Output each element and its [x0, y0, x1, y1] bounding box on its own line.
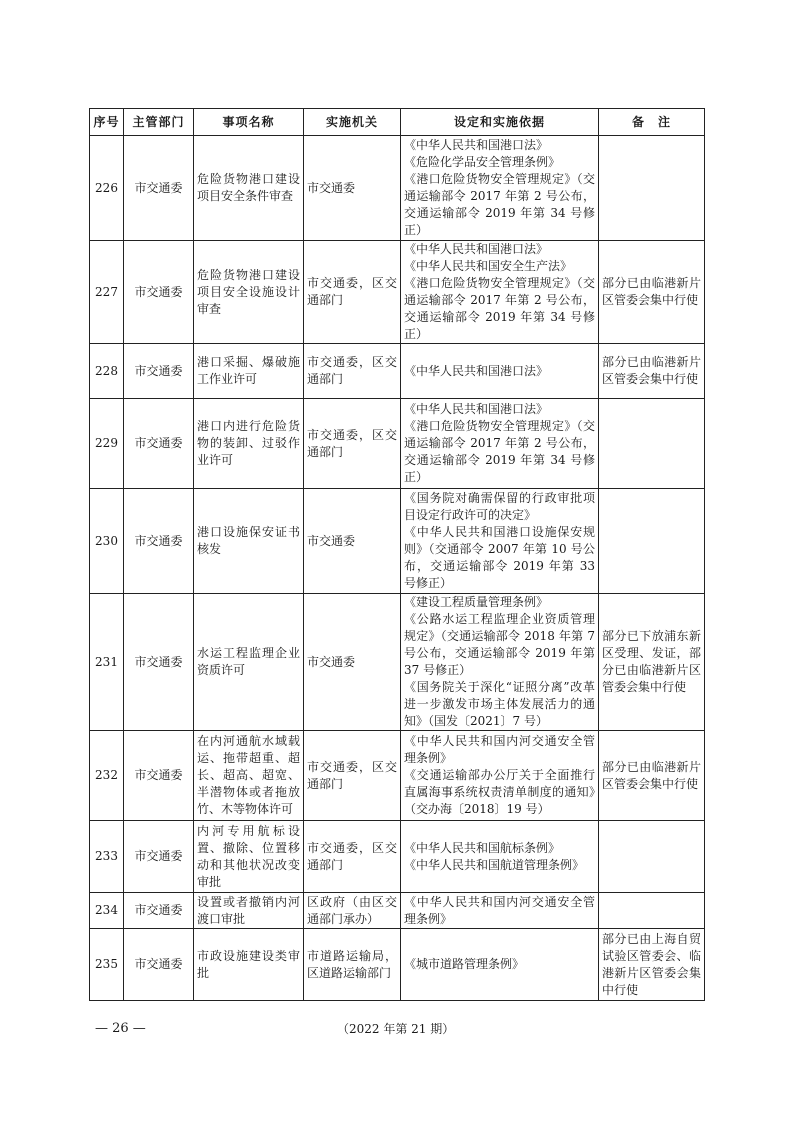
row-item-name: 港口内进行危险货物的装卸、过驳作业许可: [194, 399, 304, 489]
basis-line: 《公路水运工程监理企业资质管理规定》（交通运输部令 2018 年第 7 号公布，交通运输部令 2019 年第 37 号修正）: [404, 612, 595, 677]
row-remark: 部分已由临港新片区管委会集中行使: [599, 344, 705, 399]
table-header-row: [90, 109, 705, 136]
row-item-name: 港口设施保安证书核发: [194, 489, 304, 594]
row-department: 市交通委: [124, 136, 194, 241]
row-item-name: 在内河通航水域载运、拖带超重、超长、超高、超宽、半潜物体或者拖放竹、木等物体许可: [194, 731, 304, 821]
basis-line: 《中华人民共和国安全生产法》: [404, 259, 573, 273]
row-legal-basis: [401, 929, 599, 1001]
table-row: [90, 399, 705, 489]
table-row: [90, 344, 705, 399]
row-department: 市交通委: [124, 344, 194, 399]
row-agency: 市交通委，区交通部门: [304, 344, 401, 399]
permit-table: [89, 108, 705, 1001]
row-remark: 部分已由临港新片区管委会集中行使: [599, 731, 705, 821]
basis-line: 《中华人民共和国内河交通安全管理条例》: [404, 894, 595, 926]
row-item-name: 水运工程监理企业资质许可: [194, 594, 304, 731]
row-number: 228: [90, 344, 124, 399]
row-remark: [599, 399, 705, 489]
basis-line: 《中华人民共和国港口设施保安规则》（交通部令 2007 年第 10 号公布，交通运输部令 2019 年第 33 号修正）: [404, 525, 595, 590]
table-row: [90, 821, 705, 893]
row-number: 234: [90, 893, 124, 929]
row-legal-basis: [401, 136, 599, 241]
row-department: 市交通委: [124, 929, 194, 1001]
row-agency: 区政府（由区交通部门承办）: [304, 893, 401, 929]
row-number: 232: [90, 731, 124, 821]
header-agency: 实施机关: [304, 109, 401, 136]
row-item-name: 危险货物港口建设项目安全条件审查: [194, 136, 304, 241]
basis-line: 《中华人民共和国港口法》: [404, 242, 549, 256]
page-footer: [89, 1020, 704, 1038]
header-dept: 主管部门: [124, 109, 194, 136]
row-department: 市交通委: [124, 821, 194, 893]
basis-line: 《中华人民共和国航道管理条例》: [404, 857, 585, 872]
row-department: 市交通委: [124, 731, 194, 821]
basis-line: 《中华人民共和国港口法》: [404, 138, 549, 152]
row-legal-basis: [401, 489, 599, 594]
row-department: 市交通委: [124, 241, 194, 344]
basis-line: 《交通运输部办公厅关于全面推行直属海事系统权责清单制度的通知》（交办海〔2018〕19 号）: [404, 768, 595, 816]
permit-table-container: [89, 108, 704, 1001]
row-number: 226: [90, 136, 124, 241]
row-number: 230: [90, 489, 124, 594]
row-legal-basis: [401, 344, 599, 399]
basis-line: 《城市道路管理条例》: [404, 957, 525, 971]
basis-line: 《国务院关于深化“证照分离”改革进一步激发市场主体发展活力的通知》（国发〔2021〕7 号）: [404, 680, 595, 728]
basis-line: 《港口危险货物安全管理规定》（交通运输部令 2017 年第 2 号公布，交通运输部令 2019 年第 34 号修正）: [404, 172, 595, 237]
table-row: [90, 136, 705, 241]
header-remark: 备 注: [599, 109, 705, 136]
header-name: 事项名称: [194, 109, 304, 136]
row-legal-basis: [401, 893, 599, 929]
header-no: 序号: [90, 109, 124, 136]
row-item-name: 市政设施建设类审批: [194, 929, 304, 1001]
row-department: 市交通委: [124, 594, 194, 731]
row-agency: 市交通委，区交通部门: [304, 241, 401, 344]
row-legal-basis: [401, 241, 599, 344]
table-row: [90, 893, 705, 929]
row-item-name: 内河专用航标设置、撤除、位置移动和其他状况改变审批: [194, 821, 304, 893]
basis-line: 《中华人民共和国航标条例》: [404, 840, 561, 855]
row-agency: 市道路运输局，区道路运输部门: [304, 929, 401, 1001]
row-agency: 市交通委，区交通部门: [304, 821, 401, 893]
row-legal-basis: [401, 821, 599, 893]
basis-line: 《港口危险货物安全管理规定》（交通运输部令 2017 年第 2 号公布，交通运输部令 2019 年第 34 号修正）: [404, 276, 595, 341]
row-number: 227: [90, 241, 124, 344]
row-number: 233: [90, 821, 124, 893]
basis-line: 《危险化学品安全管理条例》: [404, 155, 561, 169]
row-department: 市交通委: [124, 893, 194, 929]
row-agency: 市交通委，区交通部门: [304, 731, 401, 821]
row-number: 229: [90, 399, 124, 489]
row-remark: 部分已下放浦东新区受理、发证，部分已由临港新片区管委会集中行使: [599, 594, 705, 731]
row-remark: [599, 893, 705, 929]
row-agency: 市交通委: [304, 594, 401, 731]
page-number: — 26 —: [95, 1021, 146, 1036]
row-department: 市交通委: [124, 489, 194, 594]
row-remark: [599, 821, 705, 893]
row-remark: 部分已由临港新片区管委会集中行使: [599, 241, 705, 344]
basis-line: 《中华人民共和国港口法》: [404, 402, 549, 416]
row-agency: 市交通委: [304, 136, 401, 241]
row-remark: 部分已由上海自贸试验区管委会、临港新片区管委会集中行使: [599, 929, 705, 1001]
table-row: [90, 929, 705, 1001]
row-item-name: 设置或者撤销内河渡口审批: [194, 893, 304, 929]
issue-label: （2022 年第 21 期）: [337, 1022, 455, 1036]
basis-line: 《中华人民共和国港口法》: [404, 363, 549, 378]
row-legal-basis: [401, 731, 599, 821]
row-department: 市交通委: [124, 399, 194, 489]
row-item-name: 港口采掘、爆破施工作业许可: [194, 344, 304, 399]
row-number: 231: [90, 594, 124, 731]
row-remark: [599, 489, 705, 594]
basis-line: 《中华人民共和国内河交通安全管理条例》: [404, 734, 595, 765]
basis-line: 《建设工程质量管理条例》: [404, 595, 549, 609]
row-legal-basis: [401, 594, 599, 731]
table-row: [90, 489, 705, 594]
row-item-name: 危险货物港口建设项目安全设施设计审查: [194, 241, 304, 344]
row-legal-basis: [401, 399, 599, 489]
table-row: [90, 594, 705, 731]
header-basis: 设定和实施依据: [401, 109, 599, 136]
row-agency: 市交通委，区交通部门: [304, 399, 401, 489]
table-row: [90, 731, 705, 821]
table-row: [90, 241, 705, 344]
basis-line: 《国务院对确需保留的行政审批项目设定行政许可的决定》: [404, 491, 595, 522]
basis-line: 《港口危险货物安全管理规定》（交通运输部令 2017 年第 2 号公布，交通运输部令 2019 年第 34 号修正）: [404, 419, 595, 484]
row-agency: 市交通委: [304, 489, 401, 594]
row-number: 235: [90, 929, 124, 1001]
row-remark: [599, 136, 705, 241]
